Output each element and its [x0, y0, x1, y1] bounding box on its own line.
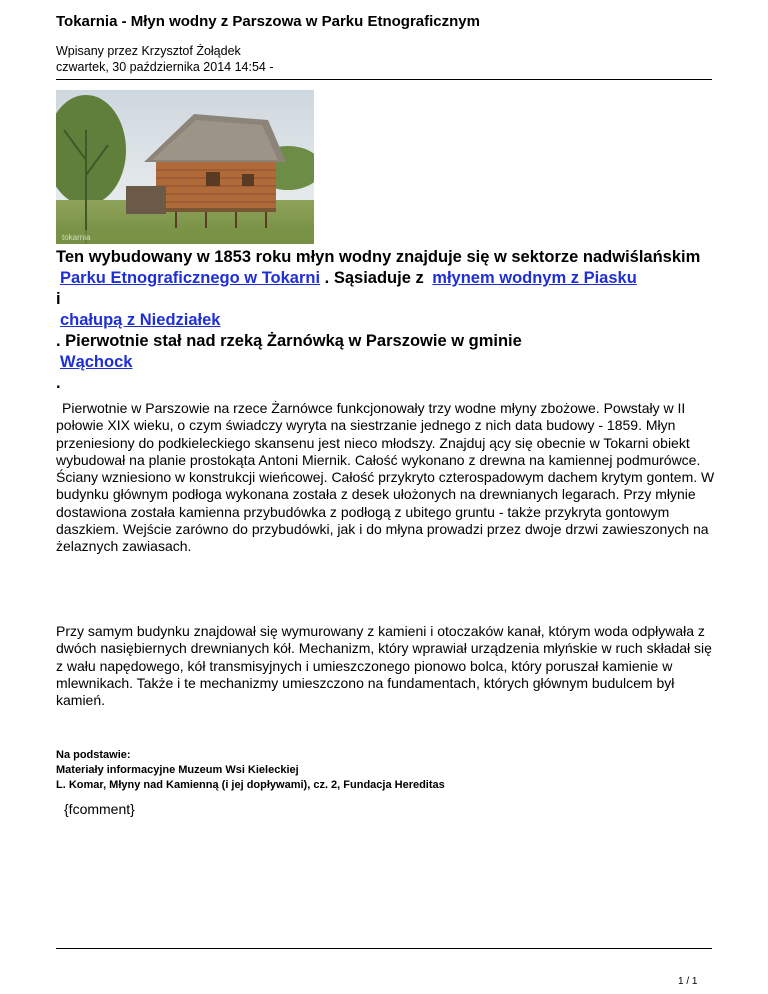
body-paragraph-2: Przy samym budynku znajdował się wymurowany z kamieni i otoczaków kanał, którym woda odpływała z dwóch nasiębiernych drewnianych kół. Mechanizm, który wprawiał urządzenia młyńskie w ruch składał się z wału napędowego, kół transmisyjnych i umieszczonego pionowo bolca, który poruszał kamienie w mlewnikach. Także i te mechanizmy umieszczono na fundamentach, których głównym budulcem był kamień.: [56, 623, 712, 709]
fcomment-placeholder: {fcomment}: [64, 801, 135, 817]
lead-text-3: i: [56, 290, 61, 308]
page-title: Tokarnia - Młyn wodny z Parszowa w Parku Etnograficznym: [56, 13, 480, 30]
photo-watermark: tokarnia: [62, 233, 91, 242]
link-wachock[interactable]: Wąchock: [60, 353, 133, 371]
link-park-etnograficzny[interactable]: Parku Etnograficznego w Tokarni: [60, 269, 321, 287]
sources-block: [56, 748, 716, 793]
sources-heading: Na podstawie:: [56, 749, 131, 761]
article-meta: [56, 43, 274, 75]
lead-paragraph: [56, 247, 716, 394]
page-number: 1 / 1: [678, 976, 698, 987]
lead-text-4: . Pierwotnie stał nad rzeką Żarnówką w Parszowie w gminie: [56, 332, 522, 350]
link-mlyn-z-piasku[interactable]: młynem wodnym z Piasku: [432, 269, 637, 287]
source-item-1: Materiały informacyjne Muzeum Wsi Kieleckiej: [56, 764, 299, 776]
source-item-2: L. Komar, Młyny nad Kamienną (i jej dopływami), cz. 2, Fundacja Hereditas: [56, 779, 445, 791]
link-chalupa-z-niedzialek[interactable]: chałupą z Niedziałek: [60, 311, 221, 329]
lead-text-5: .: [56, 374, 61, 392]
header-divider: [56, 79, 712, 80]
lead-text-2: . Sąsiaduje z: [320, 269, 429, 287]
author-line: Wpisany przez Krzysztof Żołądek: [56, 44, 241, 58]
body-paragraph-1: Pierwotnie w Parszowie na rzece Żarnówce funkcjonowały trzy wodne młyny zbożowe. Powstały w II połowie XIX wieku, o czym świadczy wyryta na siestrzanie jednego z nich data budowy - 1859. Młyn przeniesiony do podkieleckiego skansenu jest nieco młodszy. Znajduj ący się obecnie w Tokarni obiekt wybudował na planie prostokąta Antoni Miernik. Całość wykonano z drewna na kamiennej podmurówce. Ściany wzniesiono w konstrukcji wieńcowej. Całość przykryto czterospadowym dachem krytym gontem. W budynku głównym podłoga wykonana została z desek ułożonych na drewnianych legarach. Przy młynie dostawiona została kamienna przybudówka z podłogą z ubitego gruntu - także przykryta gontowym daszkiem. Wejście zarówno do przybudówki, jak i do młyna prowadzi przez dwoje drzwi zawieszonych na żelaznych zawiasach.: [56, 400, 715, 555]
mill-photo-image: [56, 90, 314, 244]
mill-photo: [56, 90, 314, 244]
lead-text-1: Ten wybudowany w 1853 roku młyn wodny znajduje się w sektorze nadwiślańskim: [56, 248, 701, 266]
date-line: czwartek, 30 października 2014 14:54 -: [56, 60, 274, 74]
footer-divider: [56, 948, 712, 949]
